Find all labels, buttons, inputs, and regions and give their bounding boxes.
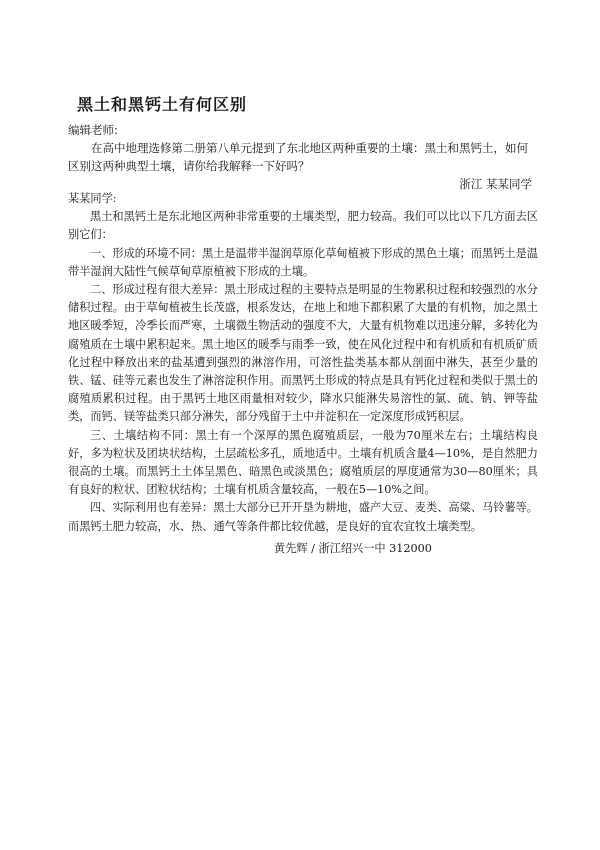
question-greeting: 编辑老师:	[68, 123, 118, 137]
editor-answer	[68, 190, 538, 558]
answer-environment-paragraph: 一、形成的环境不同：黑土是温带半湿润草原化草甸植被下形成的黑色土壤；而黑钙土是温带半湿润大陆性气候草甸草原植被下形成的土壤。	[68, 246, 538, 278]
answer-formation-paragraph: 二、形成过程有很大差异：黑土形成过程的主要特点是明显的生物累积过程和较强烈的水分储积过程。由于草甸植被生长茂盛，根系发达，在地上和地下都积累了大量的有机物，加之黑土地区暖季短，冷季长而严寒，土壤微生物活动的强度不大，大量有机物难以迅速分解，多转化为腐殖质在土壤中累积起来。黑土地区的暖季与雨季一致，使在风化过程中和有机质和有机质矿质化过程中释放出来的盐基遭到强烈的淋溶作用，可溶性盐类基本都从剖面中淋失，甚至少量的铁、锰、硅等元素也发生了淋溶淀积作用。而黑钙土形成的特点是具有钙化过程和类似于黑土的腐殖质累积过程。由于黑钙土地区雨量相对较少，降水只能淋失易溶性的氯、硫、钠、钾等盐类，而钙、镁等盐类只部分淋失，部分残留于土中并淀积在一定深度形成钙积层。	[68, 283, 538, 424]
question-text: 在高中地理选修第二册第八单元提到了东北地区两种重要的土壤：黑土和黑钙土，如何区别这两种典型土壤，请你给我解释一下好吗？	[68, 141, 528, 173]
answer-structure-paragraph: 三、土壤结构不同：黑土有一个深厚的黑色腐殖质层，一般为70厘米左右；土壤结构良好，多为粒状及团块状结构，土层疏松多孔，质地适中。土壤有机质含量4—10%，是自然肥力很高的土壤。而黑钙土土体呈黑色、暗黑色或淡黑色；腐殖质层的厚度通常为30—80厘米；具有良好的粒状、团粒状结构；土壤有机质含量较高，一般在5—10%之间。	[68, 428, 538, 497]
answer-greeting: 某某同学:	[68, 192, 117, 205]
answer-intro-paragraph: 黑土和黑钙土是东北地区两种非常重要的土壤类型，肥力较高。我们可以比以下几方面去区别它们：	[68, 210, 538, 242]
reader-question	[68, 121, 538, 193]
question-signature: 浙江 某某同学	[459, 177, 532, 191]
article-title: 黑土和黑钙土有何区别	[77, 95, 248, 114]
answer-usage-paragraph: 四、实际利用也有差异：黑土大部分已开开垦为耕地，盛产大豆、麦类、高粱、马铃薯等。而黑钙土肥力较高，水、热、通气等条件都比较优越，是良好的宜农宜牧土壤类型。	[68, 501, 538, 533]
author-byline: 黄先辉 / 浙江绍兴一中 312000	[274, 541, 432, 555]
